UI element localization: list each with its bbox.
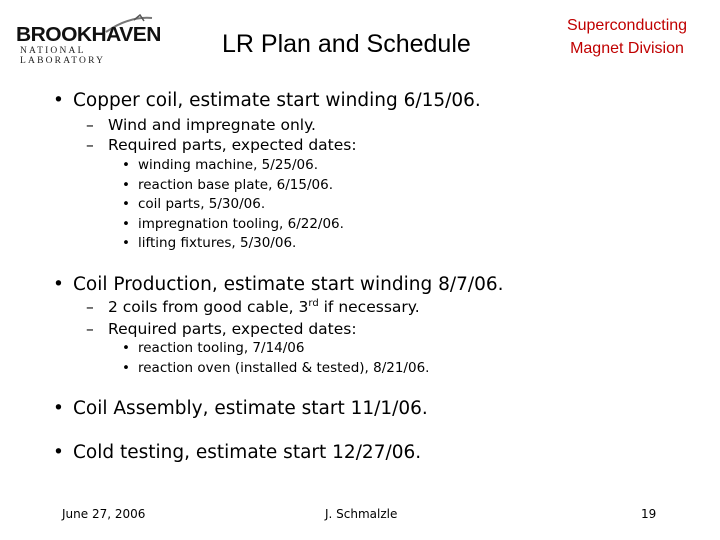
sub-bullet-item — [86, 136, 357, 154]
sub-bullet-item — [86, 298, 420, 316]
dash-marker: – — [86, 298, 94, 316]
bullet-text: Coil Production, estimate start winding 8/7/06. — [73, 274, 504, 295]
sub-sub-bullet-item — [122, 157, 318, 173]
sub-sub-bullet-text: reaction oven (installed & tested), 8/21/06. — [138, 360, 430, 376]
bullet-marker: • — [53, 274, 64, 295]
bullet-marker: • — [122, 196, 130, 212]
sub-bullet-text: Required parts, expected dates: — [108, 136, 357, 154]
sub-sub-bullet-item — [122, 196, 265, 212]
sub-sub-bullet-text: impregnation tooling, 6/22/06. — [138, 216, 344, 232]
sub-sub-bullet-text: reaction base plate, 6/15/06. — [138, 177, 333, 193]
bullet-marker: • — [122, 360, 130, 376]
superscript-text: rd — [308, 298, 319, 309]
sub-sub-bullet-text: coil parts, 5/30/06. — [138, 196, 266, 212]
bullet-marker: • — [122, 177, 130, 193]
sub-bullet-text-part: if necessary. — [318, 298, 420, 316]
slide-title: LR Plan and Schedule — [222, 30, 471, 58]
brookhaven-logo — [14, 14, 174, 66]
logo-subtitle: NATIONAL LABORATORY — [20, 46, 106, 66]
bullet-marker: • — [53, 442, 64, 463]
bullet-marker: • — [122, 216, 130, 232]
sub-sub-bullet-text: lifting fixtures, 5/30/06. — [138, 235, 297, 251]
bullet-item — [53, 90, 481, 111]
bullet-marker: • — [53, 398, 64, 419]
dash-marker: – — [86, 116, 94, 134]
sub-bullet-text-part: 2 coils from good cable, 3 — [108, 298, 309, 316]
sub-sub-bullet-item — [122, 216, 344, 232]
sub-bullet-text: Wind and impregnate only. — [108, 116, 316, 134]
sub-sub-bullet-item — [122, 177, 333, 193]
dash-marker: – — [86, 136, 94, 154]
sub-sub-bullet-item — [122, 235, 296, 251]
bullet-item — [53, 274, 504, 295]
bullet-text: Copper coil, estimate start winding 6/15/06. — [73, 90, 481, 111]
dash-marker: – — [86, 320, 94, 338]
division-line-2: Magnet Division — [570, 40, 684, 57]
logo-name: BROOKHAVEN — [16, 24, 161, 46]
bullet-text: Cold testing, estimate start 12/27/06. — [73, 442, 422, 463]
division-line-1: Superconducting — [566, 17, 688, 34]
division-name — [548, 14, 706, 60]
bullet-item — [53, 442, 421, 463]
sub-bullet-item — [86, 116, 316, 134]
sub-sub-bullet-text: winding machine, 5/25/06. — [138, 157, 319, 173]
sub-bullet-item — [86, 320, 357, 338]
bullet-marker: • — [122, 157, 130, 173]
bullet-marker: • — [122, 340, 130, 356]
sub-sub-bullet-text: reaction tooling, 7/14/06 — [138, 340, 305, 356]
footer-date: June 27, 2006 — [62, 507, 146, 521]
sub-sub-bullet-item — [122, 360, 429, 376]
bullet-marker: • — [122, 235, 130, 251]
bullet-text: Coil Assembly, estimate start 11/1/06. — [73, 398, 428, 419]
page-number: 19 — [641, 507, 657, 521]
bullet-item — [53, 398, 428, 419]
footer-author: J. Schmalzle — [325, 507, 398, 521]
sub-bullet-text: Required parts, expected dates: — [108, 320, 357, 338]
bullet-marker: • — [53, 90, 64, 111]
sub-sub-bullet-item — [122, 340, 304, 356]
